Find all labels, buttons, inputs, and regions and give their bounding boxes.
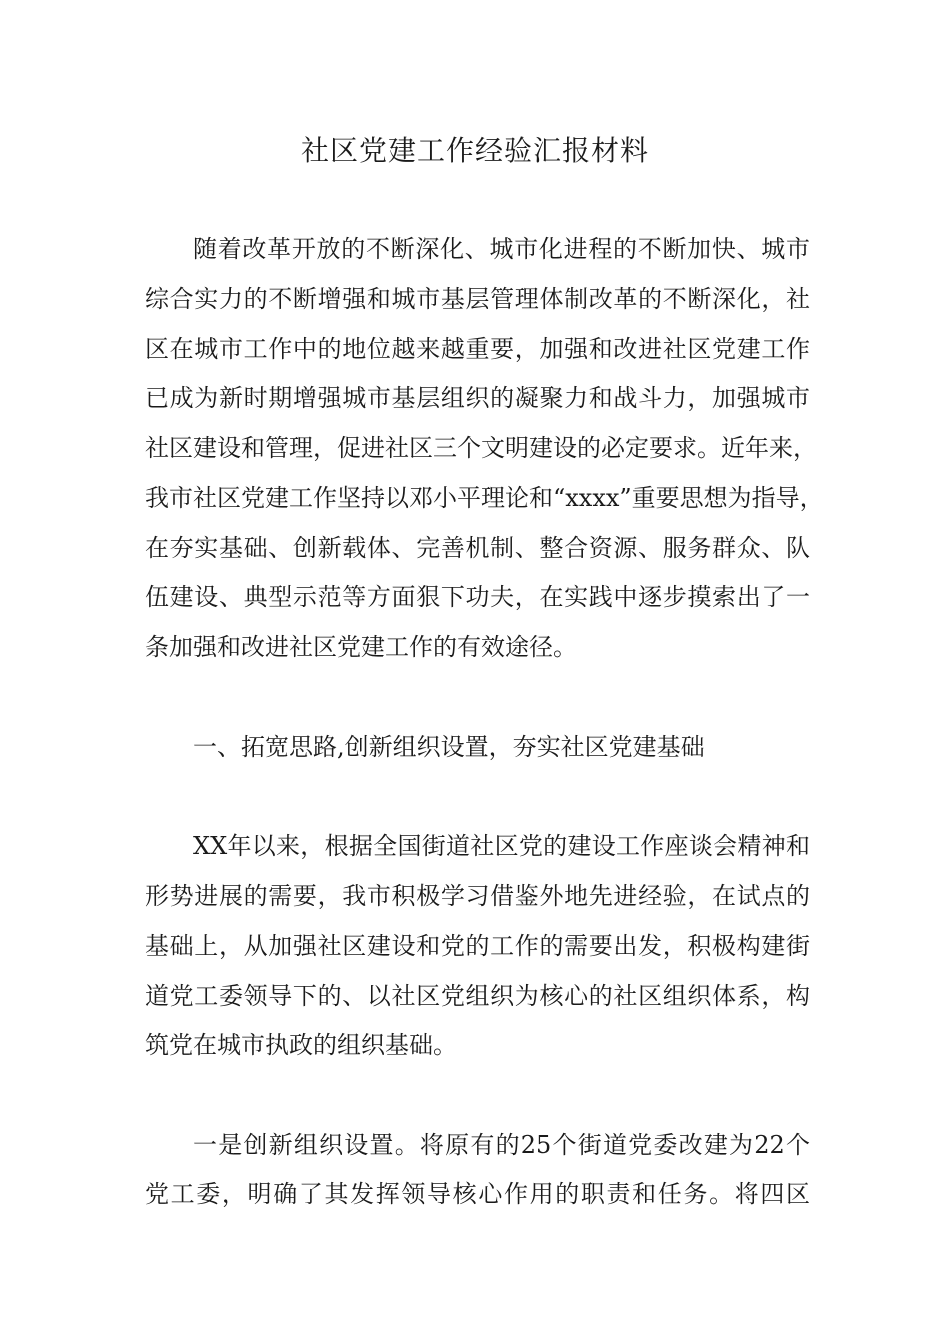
point-line: 党工委，明确了其发挥领导核心作用的职责和任务。将四区	[145, 1180, 810, 1208]
intro-line: 社区建设和管理，促进社区三个文明建设的必定要求。近年来，	[145, 434, 817, 462]
section-line: 形势进展的需要，我市积极学习借鉴外地先进经验，在试点的	[145, 882, 810, 910]
intro-line: 已成为新时期增强城市基层组织的凝聚力和战斗力，加强城市	[145, 384, 810, 412]
document-title: 社区党建工作经验汇报材料	[300, 134, 649, 167]
intro-line: 条加强和改进社区党建工作的有效途径。	[145, 633, 577, 661]
section-line: 筑党在城市执政的组织基础。	[145, 1031, 457, 1059]
section-line: 基础上，从加强社区建设和党的工作的需要出发，积极构建街	[145, 932, 810, 960]
intro-line: 我市社区党建工作坚持以邓小平理论和“xxxx”重要思想为指导，	[145, 484, 824, 512]
point-line: 一是创新组织设置。将原有的25个街道党委改建为22个	[193, 1131, 810, 1159]
intro-line: 区在城市工作中的地位越来越重要，加强和改进社区党建工作	[145, 335, 810, 363]
intro-line: 伍建设、典型示范等方面狠下功夫，在实践中逐步摸索出了一	[145, 583, 810, 611]
section-line: XX年以来，根据全国街道社区党的建设工作座谈会精神和	[193, 832, 810, 860]
intro-line: 在夯实基础、创新载体、完善机制、整合资源、服务群众、队	[145, 534, 810, 562]
intro-line: 综合实力的不断增强和城市基层管理体制改革的不断深化，社	[145, 285, 810, 313]
section-heading: 一、拓宽思路,创新组织设置，夯实社区党建基础	[193, 733, 705, 761]
intro-line: 随着改革开放的不断深化、城市化进程的不断加快、城市	[193, 235, 810, 263]
section-line: 道党工委领导下的、以社区党组织为核心的社区组织体系，构	[145, 982, 810, 1010]
